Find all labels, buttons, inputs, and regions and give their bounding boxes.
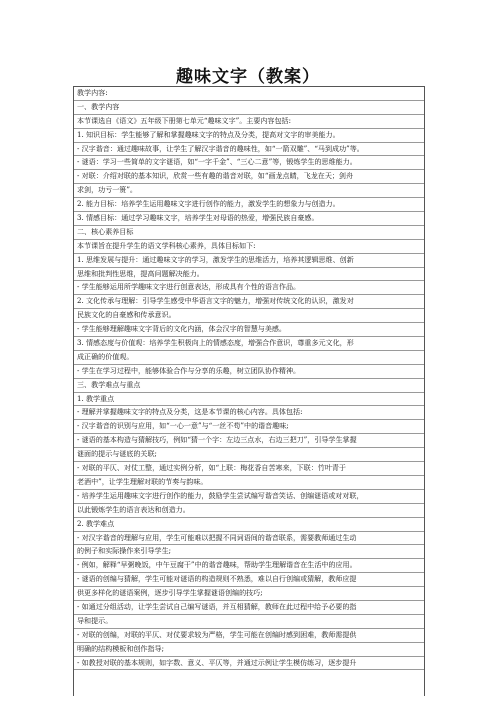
text-line: 以此锻炼学生的语言表达和创造力。 (74, 504, 424, 518)
page-title: 趣味文字（教案） (176, 67, 320, 87)
text-line: - 对联的创编，对联的平仄、对仗要求较为严格，学生可能在创编时感到困难，教师需提供 (74, 629, 424, 643)
text-line: 三、教学难点与重点 (74, 379, 424, 393)
text-line: 谜面的提示与谜底的关联; (74, 448, 424, 462)
text-line: 思维和批判性思维，提高问题解决能力。 (74, 268, 424, 282)
text-line: 一、教学内容 (74, 101, 424, 115)
content-table (73, 86, 425, 696)
text-line: - 对联的平仄、对仗工整，通过实例分析，如“上联：梅花香自苦寒来，下联：竹叶青于 (74, 462, 424, 476)
text-line: - 理解并掌握趣味文字的特点及分类，这是本节课的核心内容。具体包括: (74, 406, 424, 420)
text-line: - 汉字谐音的识别与应用，如“一心一意”与“一丝不苟”中的谐音趣味; (74, 420, 424, 434)
text-line: - 谜语的基本构造与猜解技巧，例如“猜一个字：左边三点水，右边三把刀”，引导学生掌握 (74, 434, 424, 448)
text-line: 本节课旨在提升学生的语文学科核心素养，具体目标如下: (74, 240, 424, 254)
text-line: - 谜语的创编与猜解，学生可能对谜语的构造规则不熟悉，难以自行创编或猜解，教师应提 (74, 573, 424, 587)
text-line: 的例子和实际操作来引导学生; (74, 545, 424, 559)
text-line: 2. 教学难点 (74, 518, 424, 532)
text-line: - 对联：介绍对联的基本知识，欣赏一些有趣的谐音对联，如“画龙点睛，飞龙在天；剑舟 (74, 170, 424, 184)
text-line: 1. 知识目标：学生能够了解和掌握趣味文字的特点及分类，提高对文字的审美能力。 (74, 129, 424, 143)
text-line: - 学生能够理解趣味文字背后的文化内涵，体会汉字的智慧与美感。 (74, 323, 424, 337)
text-line: - 如通过分组活动，让学生尝试自己编写谜语，并互相猜解，教师在此过程中给予必要的指 (74, 601, 424, 615)
text-line: 明确的结构模板和创作指导; (74, 643, 424, 657)
text-line: 教学内容: (74, 87, 424, 101)
text-line: - 汉字谐音：通过趣味故事，让学生了解汉字谐音的趣味性，如“一箭双雕”、“马到成功”等。 (74, 143, 424, 157)
text-line: - 对汉字谐音的理解与应用，学生可能难以把握不同词语间的谐音联系，需要教师通过生动 (74, 532, 424, 546)
text-line: 1. 思维发展与提升：通过趣味文字的学习，激发学生的思维活力，培养其逻辑思维、创新 (74, 254, 424, 268)
text-line: - 学生在学习过程中，能够体验合作与分享的乐趣，树立团队协作精神。 (74, 365, 424, 379)
text-line: 3. 情感态度与价值观：培养学生积极向上的情感态度，增强合作意识，尊重多元文化，形 (74, 337, 424, 351)
text-line: 民族文化的自豪感和传承意识。 (74, 309, 424, 323)
text-line: 导和提示。 (74, 615, 424, 629)
text-line: 成正确的价值观。 (74, 351, 424, 365)
text-line: - 学生能够运用所学趣味文字进行创意表达，形成具有个性的语言作品。 (74, 281, 424, 295)
text-line: 二、核心素养目标 (74, 226, 424, 240)
text-line: 3. 情感目标：通过学习趣味文字，培养学生对母语的热爱，增强民族自豪感。 (74, 212, 424, 226)
text-line: 本节课选自《语文》五年级下册第七单元“趣味文字”。主要内容包括: (74, 115, 424, 129)
text-line: 老酒中”，让学生理解对联的节奏与韵味。 (74, 476, 424, 490)
text-line: - 培养学生运用趣味文字进行创作的能力，鼓励学生尝试编写谐音笑话、创编谜语或对对联， (74, 490, 424, 504)
text-line: 2. 能力目标：培养学生运用趣味文字进行创作的能力，激发学生的想象力与创造力。 (74, 198, 424, 212)
text-line: 供更多样化的谜语案例，逐步引导学生掌握谜语创编的技巧; (74, 587, 424, 601)
text-line: - 谜语：学习一些简单的文字谜语，如“一字千金”、“三心二意”等，锻炼学生的思维能力。 (74, 156, 424, 170)
text-line: 求剑，功亏一篑”。 (74, 184, 424, 198)
text-line: - 如教授对联的基本规则，如字数、意义、平仄等，并通过示例让学生模仿练习，逐步提升 (74, 657, 424, 671)
text-line: 1. 教学重点 (74, 393, 424, 407)
text-line: - 例如，解释“早粥晚饭，中午豆腐干”中的谐音趣味，帮助学生理解谐音在生活中的应用。 (74, 559, 424, 573)
text-line: 2. 文化传承与理解：引导学生感受中华语言文字的魅力，增强对传统文化的认识，激发对 (74, 295, 424, 309)
